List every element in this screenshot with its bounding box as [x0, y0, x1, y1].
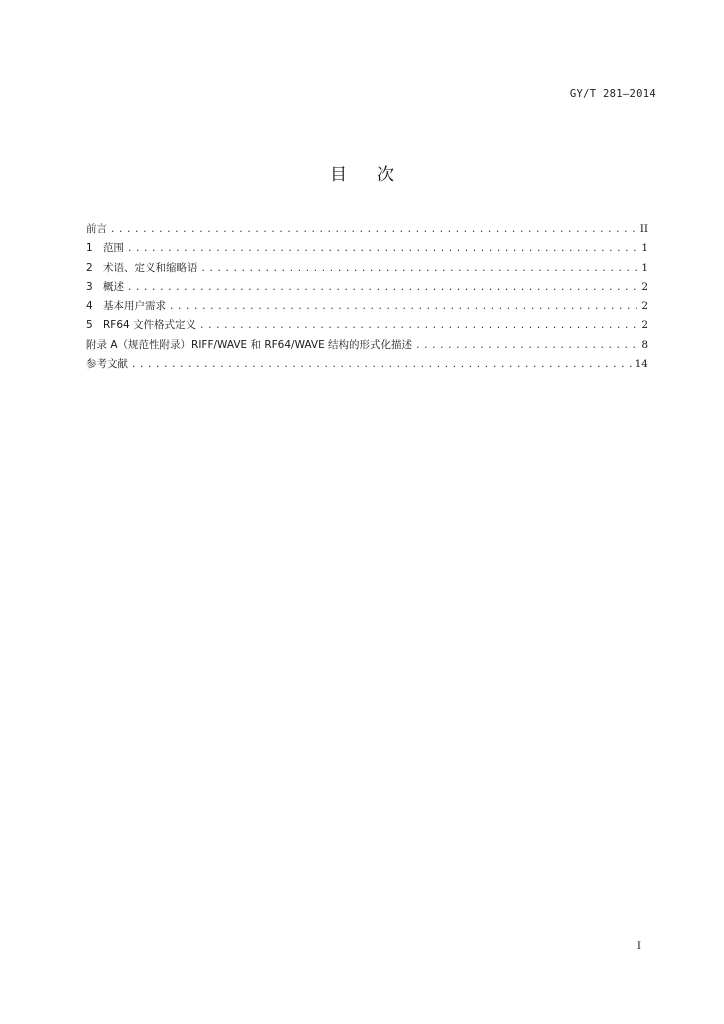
toc-title: 目次: [330, 165, 424, 185]
toc-dot-leader: [169, 298, 637, 316]
toc-dot-leader: [110, 221, 637, 239]
toc-entry-page: 8: [641, 338, 648, 351]
toc-entry-label: 概述: [103, 280, 124, 293]
toc-entry-references[interactable]: [86, 355, 648, 374]
toc-entry-page: 1: [641, 261, 648, 274]
toc-entry-user-requirements[interactable]: [86, 297, 648, 316]
toc-entry-page: 2: [641, 280, 648, 293]
toc-entry-number: 3: [86, 280, 93, 293]
toc-dot-leader: [199, 317, 637, 335]
page-number: I: [636, 940, 641, 952]
toc-entry-page: 2: [641, 300, 648, 313]
toc-entry-scope[interactable]: [86, 239, 648, 258]
toc-entry-label: 附录 A（规范性附录）RIFF/WAVE 和 RF64/WAVE 结构的形式化描述: [86, 338, 413, 351]
toc-entry-annex-a[interactable]: [86, 336, 648, 355]
toc-entry-label: 范围: [103, 242, 124, 255]
toc-dot-leader: [127, 279, 637, 297]
toc-entry-label: 基本用户需求: [103, 300, 166, 313]
toc-entry-terms[interactable]: [86, 259, 648, 278]
toc-entry-page: II: [639, 223, 648, 235]
table-of-contents: [86, 220, 648, 374]
toc-entry-number: 5: [86, 319, 93, 332]
toc-entry-page: 1: [641, 242, 648, 255]
toc-entry-label: RF64 文件格式定义: [103, 319, 197, 332]
toc-entry-label: 参考文献: [86, 358, 128, 371]
toc-entry-label: 前言: [86, 223, 107, 235]
toc-entry-label: 术语、定义和缩略语: [103, 261, 198, 274]
toc-dot-leader: [415, 337, 637, 355]
toc-entry-number: 4: [86, 300, 93, 313]
toc-entry-page: 2: [641, 319, 648, 332]
standard-code: GY/T 281—2014: [569, 88, 656, 100]
toc-dot-leader: [131, 356, 632, 374]
toc-entry-overview[interactable]: [86, 278, 648, 297]
toc-entry-page: 14: [634, 358, 648, 371]
toc-dot-leader: [127, 240, 637, 258]
toc-entry-rf64-format[interactable]: [86, 316, 648, 335]
toc-entry-number: 1: [86, 242, 93, 255]
toc-entry-foreword[interactable]: [86, 220, 648, 239]
toc-dot-leader: [201, 260, 638, 278]
toc-entry-number: 2: [86, 261, 93, 274]
